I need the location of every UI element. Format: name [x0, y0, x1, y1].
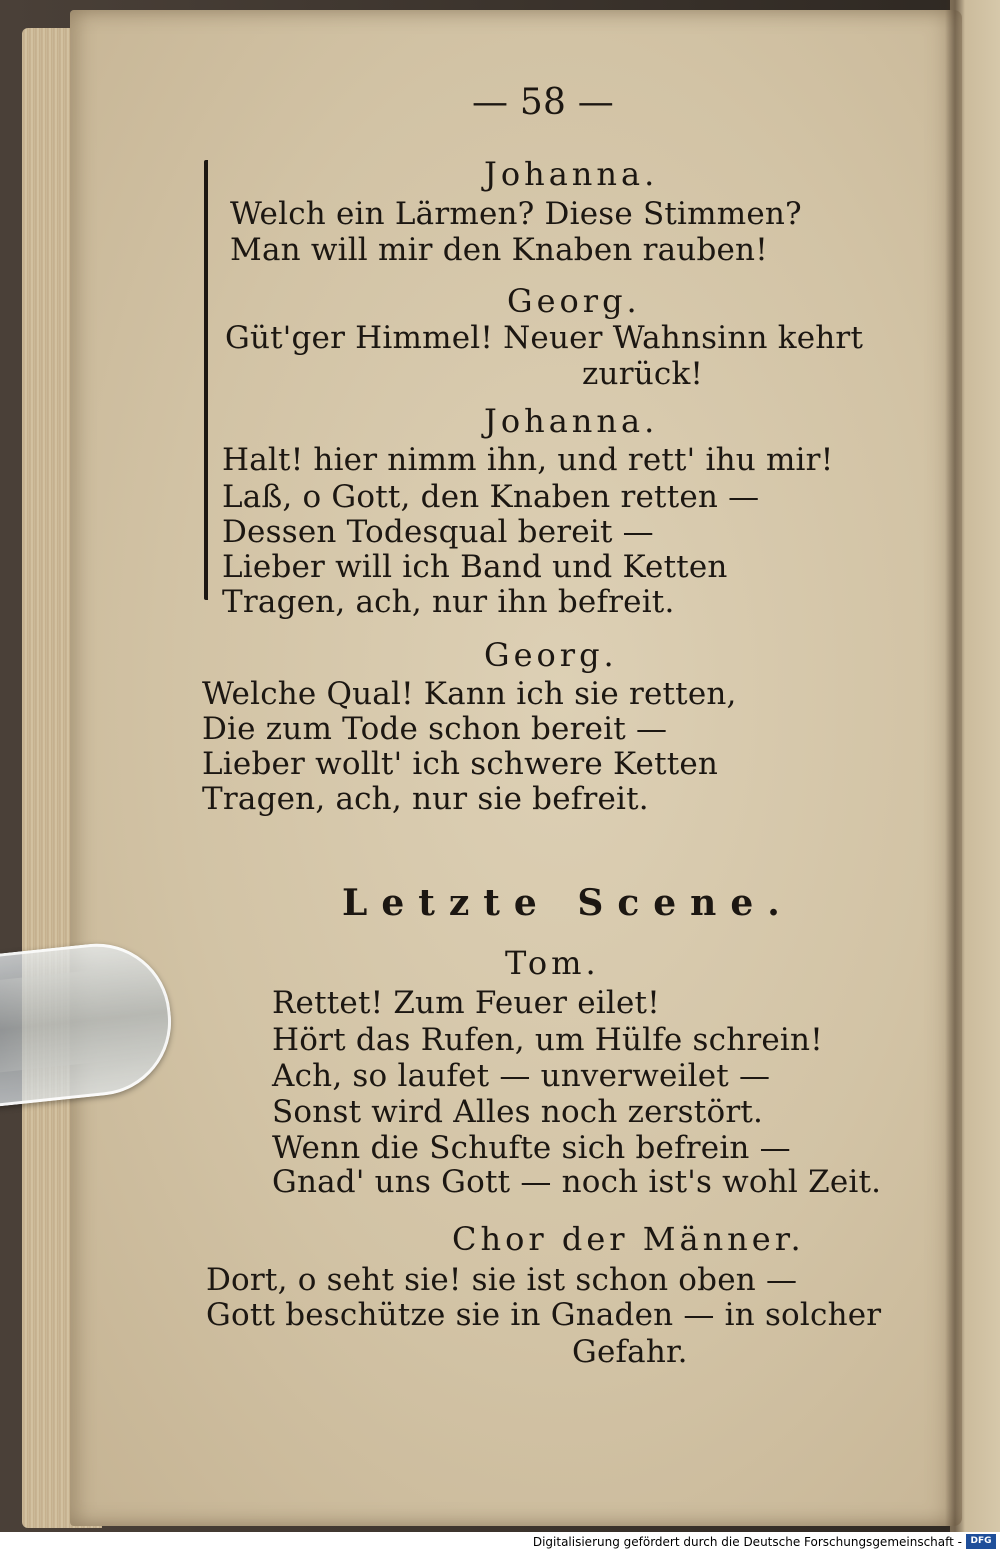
verse-line: zurück! — [582, 356, 704, 392]
dfg-logo-icon: DFG — [966, 1534, 996, 1549]
scene-heading: Letzte Scene. — [342, 882, 794, 924]
verse-line: Laß, o Gott, den Knaben retten — — [222, 479, 760, 515]
verse-line: Die zum Tode schon bereit — — [202, 711, 668, 747]
speaker-chor: Chor der Männer. — [452, 1220, 805, 1258]
verse-line: Lieber wollt' ich schwere Ketten — [202, 746, 719, 782]
verse-line: Wenn die Schufte sich befrein — — [272, 1130, 791, 1166]
verse-line: Gefahr. — [572, 1334, 688, 1370]
margin-bracket — [204, 160, 214, 600]
verse-line: Güt'ger Himmel! Neuer Wahnsinn kehrt — [225, 320, 864, 356]
verse-line: Tragen, ach, nur sie befreit. — [202, 781, 649, 817]
verse-line: Gott beschütze sie in Gnaden — in solcher — [206, 1297, 882, 1333]
speaker-georg-1: Georg. — [507, 282, 641, 320]
gutter-shadow — [945, 0, 965, 1532]
verse-line: Ach, so laufet — unverweilet — — [272, 1058, 771, 1094]
verse-line: Welche Qual! Kann ich sie retten, — [202, 676, 737, 712]
verse-line: Halt! hier nimm ihn, und rett' ihu mir! — [222, 442, 834, 478]
speaker-tom: Tom. — [505, 944, 600, 982]
page-number: — 58 — — [472, 82, 614, 123]
verse-line: Tragen, ach, nur ihn befreit. — [222, 584, 675, 620]
verse-line: Welch ein Lärmen? Diese Stimmen? — [230, 196, 802, 232]
verse-line: Dort, o seht sie! sie ist schon oben — — [206, 1262, 798, 1298]
footer-credit: Digitalisierung gefördert durch die Deutsche Forschungsgemeinschaft - — [532, 1535, 962, 1549]
verse-line: Lieber will ich Band und Ketten — [222, 549, 728, 585]
verse-line: Hört das Rufen, um Hülfe schrein! — [272, 1022, 823, 1058]
verse-line: Rettet! Zum Feuer eilet! — [272, 985, 660, 1021]
speaker-johanna-2: Johanna. — [484, 402, 659, 440]
verse-line: Sonst wird Alles noch zerstört. — [272, 1094, 764, 1130]
speaker-johanna-1: Johanna. — [484, 155, 659, 193]
speaker-georg-2: Georg. — [484, 636, 618, 674]
verse-line: Dessen Todesqual bereit — — [222, 514, 654, 550]
verse-line: Man will mir den Knaben rauben! — [230, 232, 768, 268]
verse-line: Gnad' uns Gott — noch ist's wohl Zeit. — [272, 1164, 882, 1200]
